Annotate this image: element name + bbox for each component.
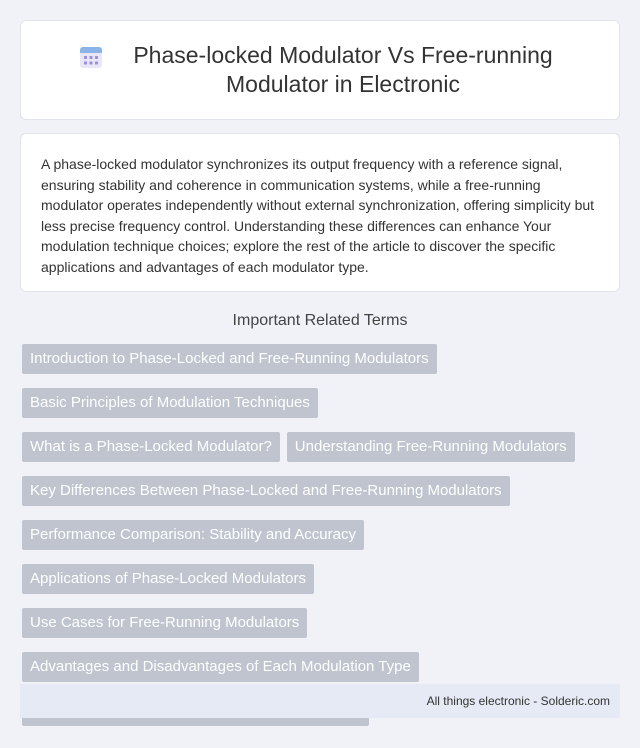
- related-terms-heading: Important Related Terms: [232, 312, 408, 329]
- page-title: Phase-locked Modulator Vs Free-running Modulator in Electronic: [133, 42, 553, 97]
- related-term-tag[interactable]: What is a Phase-Locked Modulator?: [22, 432, 280, 462]
- footer: [20, 684, 620, 718]
- intro-paragraph: A phase-locked modulator synchronizes its output frequency with a reference signal, ensuring stability and coherence in communication systems, while a free-running modulator operates independently without external synchronization, offering simplicity but less precise frequency control. Understanding these differences can enhance Your modulation technique choices; explore the rest of the article to discover the specific applications and advantages of each modulator type.: [41, 156, 595, 275]
- related-term-tag[interactable]: Advantages and Disadvantages of Each Modulation Type: [22, 652, 419, 682]
- title-row: [79, 41, 561, 99]
- calendar-icon: [79, 45, 103, 69]
- related-terms-list: [22, 344, 622, 726]
- related-term-tag[interactable]: Use Cases for Free-Running Modulators: [22, 608, 307, 638]
- related-term-tag[interactable]: Understanding Free-Running Modulators: [287, 432, 575, 462]
- related-term-tag[interactable]: Basic Principles of Modulation Techniques: [22, 388, 318, 418]
- footer-credit: All things electronic - Solderic.com: [426, 694, 610, 708]
- title-card: [20, 20, 620, 120]
- related-term-tag[interactable]: Key Differences Between Phase-Locked and Free-Running Modulators: [22, 476, 510, 506]
- intro-card: [20, 133, 620, 292]
- related-term-tag[interactable]: Introduction to Phase-Locked and Free-Running Modulators: [22, 344, 437, 374]
- related-term-tag[interactable]: Applications of Phase-Locked Modulators: [22, 564, 314, 594]
- related-term-tag[interactable]: Performance Comparison: Stability and Accuracy: [22, 520, 364, 550]
